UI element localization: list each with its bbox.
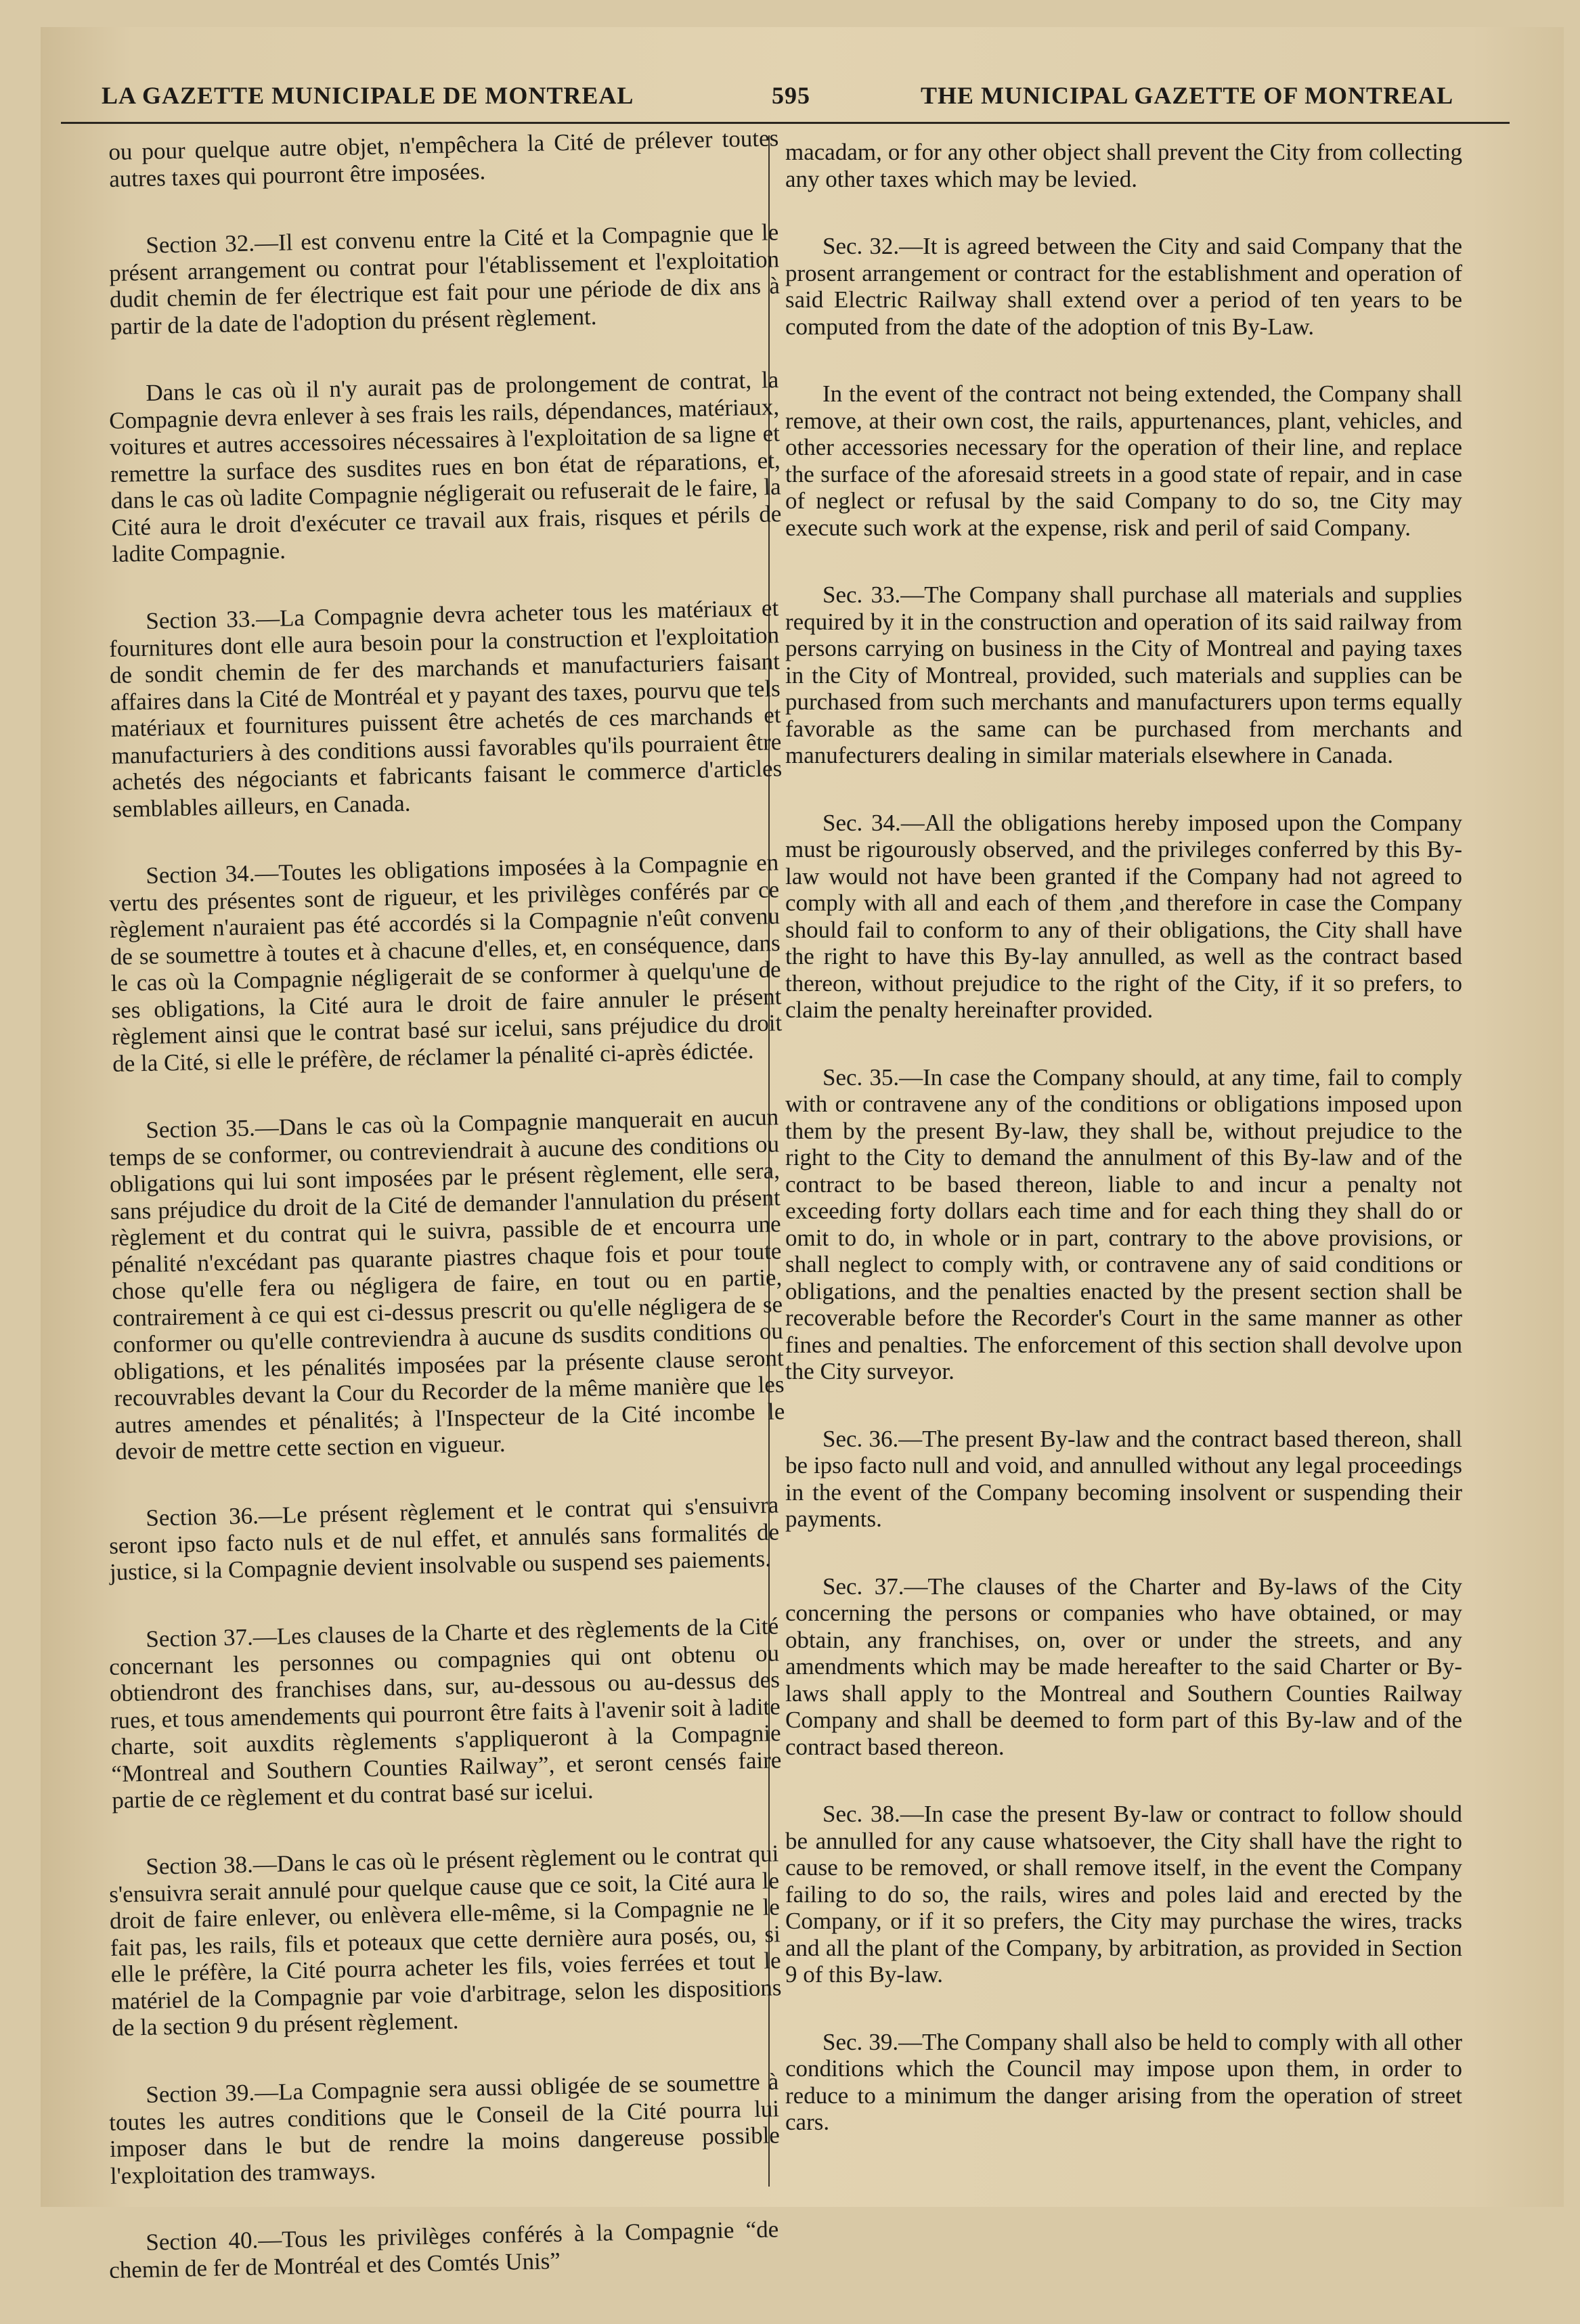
english-paragraph: Sec. 38.—In case the present By-law or contract to follow should be annulled for any cause whatsoever, the City shall have the right to cause to be removed, or shall remove itself, in the event the Company failing to do so, the rails, wires and poles laid and erected by the Company, or if it so prefers, the City may purchase the wires, tracks and all the plant of the Company, by arbitration, as provided in Section 9 of this By-law.	[785, 1801, 1462, 1988]
english-paragraph: Sec. 37.—The clauses of the Charter and By-laws of the City concerning the persons or companies who have obtained, or may obtain, any franchises, on, over or under the streets, and any amendments which may be made hereafter to the said Charter or By-laws shall apply to the Montreal and Southern Counties Railway Company and shall be deemed to form part of this By-law and of the contract based thereon.	[785, 1573, 1462, 1760]
english-paragraph: Sec. 34.—All the obligations hereby imposed upon the Company must be rigourously observed, and the privileges conferred by this By-law would not have been granted if the Company had not agreed to comply with all and each of them ,and therefore in case the Company should fail to conform to any of their obligations, the City shall have the right to have this By-lay annulled, as well as the contract based thereon, without prejudice to the right of the City, if it so prefers, to claim the penalty hereinafter provided.	[785, 809, 1462, 1023]
english-paragraph: macadam, or for any other object shall prevent the City from collecting any other taxes which may be levied.	[785, 139, 1462, 192]
french-paragraph: Section 36.—Le présent règlement et le contrat qui s'ensuivra seront ipso facto nuls et de nul effet, et annulés sans formalités de justice, si la Compagnie devient insolvable ou suspend ses paiements.	[108, 1491, 780, 1585]
french-paragraph: Section 34.—Toutes les obligations imposées à la Compagnie en vertu des présentes sont de rigueur, et les privilèges conférés par ce règlement n'auraient pas été accordés si la Compagnie n'eût convenu de se soumettre à toutes et à chacune d'elles, et, en conséquence, dans le cas où la Compagnie négligerait de se conformer à quelqu'une de ses obligations, la Cité aura le droit de faire annuler le présent règlement ainsi que le contrat basé sur icelui, sans préjudice du droit de la Cité, si elle le préfère, de réclamer la pénalité ci-après édictée.	[108, 848, 783, 1076]
french-paragraph: Dans le cas où il n'y aurait pas de prolongement de contrat, la Compagnie devra enlever à ses frais les rails, dépendances, matériaux, voitures et autres accessoires nécessaires à l'exploitation de sa ligne et remettre la surface des susdites rues en bon état de réparations, et, dans le cas où ladite Compagnie négligerait ou refuserait de le faire, la Cité aura le droit d'exécuter ce travail aux frais, risques et périls de ladite Compagnie.	[108, 366, 782, 567]
french-paragraph: ou pour quelque autre objet, n'empêchera la Cité de prélever toutes autres taxes qui pourront être imposées.	[108, 125, 779, 192]
english-paragraph: Sec. 33.—The Company shall purchase all materials and supplies required by it in the construction and operation of its said railway from persons carrying on business in the City of Montreal and paying taxes in the City of Montreal, provided, such materials and supplies can be purchased from such merchants and manufacturers upon terms equally favorable as the same can be purchased from merchants and manufecturers dealing in similar materials elsewhere in Canada.	[785, 582, 1462, 768]
english-paragraph: In the event of the contract not being extended, the Company shall remove, at their own cost, the rails, appurtenances, plant, vehicles, and other accessories necessary for the operation of their line, and replace the surface of the aforesaid streets in a good state of repair, and in case of neglect or refusal by the said Company to do so, tne City may execute such work at the expense, risk and peril of said Company.	[785, 380, 1462, 541]
french-gazette-title: LA GAZETTE MUNICIPALE DE MONTREAL	[102, 82, 634, 109]
english-paragraph: Sec. 39.—The Company shall also be held to comply with all other conditions which the Council may impose upon them, in order to reduce to a minimum the danger arising from the operation of street cars.	[785, 2028, 1462, 2135]
french-paragraph: Section 39.—La Compagnie sera aussi obligée de se soumettre à toutes les autres conditions que le Conseil de la Cité pourra lui imposer dans le but de rendre la moins dangereuse possible l'exploitation des tramways.	[108, 2067, 781, 2189]
english-paragraph: Sec. 32.—It is agreed between the City and said Company that the prosent arrangement or contract for the establishment and operation of said Electric Railway shall extend over a period of ten years to be computed from the date of the adoption of tnis By-Law.	[785, 233, 1462, 340]
english-column	[785, 139, 1462, 2176]
page-header	[61, 54, 1510, 124]
french-paragraph: Section 38.—Dans le cas où le présent règlement ou le contrat qui s'ensuivra serait annulé pour quelque cause que ce soit, la Cité aura le droit de faire enlever, ou enlèvera elle-même, si la Compagnie ne le fait pas, les rails, fils et poteaux que cette dernière aura posés, ou, si elle le préfère, la Cité pourra acheter les fils, voies ferrées et tout le matériel de la Compagnie par voie d'arbitrage, selon les dispositions de la section 9 du présent règlement.	[108, 1840, 782, 2041]
english-paragraph: Sec. 35.—In case the Company should, at any time, fail to comply with or contravene any of the conditions or obligations imposed upon them by the present By-law, they shall be, without prejudice to the right to the City to demand the annulment of this By-law and of the contract to be based thereon, liable to and incur a penalty not exceeding forty dollars each time and for each thing they shall do or omit to do, in whole or in part, contrary to the above provisions, or shall neglect to comply with, or contravene any of said conditions or obligations, and the penalties enacted by the present section shall be recoverable before the Recorder's Court in the same manner as other fines and penalties. The enforcement of this section shall devolve upon the City surveyor.	[785, 1064, 1462, 1384]
french-paragraph: Section 35.—Dans le cas où la Compagnie manquerait en aucun temps de se conformer, ou contreviendrait à aucune des conditions ou obligations qui lui sont imposées par le présent règlement, elle sera, sans préjudice du droit de la Cité de demander l'annulation du présent règlement et du contrat qui le suivra, passible de et encourra une pénalité n'excédant pas quarante piastres chaque fois et pour toute chose qu'elle fera ou négligera de faire, en tout ou en partie, contrairement à ce qui est ci-dessus prescrit ou qu'elle négligera de se conformer ou qu'elle contreviendra à aucune ds susdits conditions ou obligations, et les pénalités imposées par la présente clause seront recouvrables devant la Cour du Recorder de la même manière que les autres amendes et pénalités; à l'Inspecteur de la Cité incombe le devoir de mettre cette section en vigueur.	[108, 1103, 785, 1465]
french-paragraph: Section 40.—Tous les privilèges conférés à la Compagnie “de chemin de fer de Montréal et des Comtés Unis”	[108, 2215, 779, 2283]
page-number: 595	[772, 82, 810, 109]
english-paragraph: Sec. 36.—The present By-law and the contract based thereon, shall be ipso facto null and void, and annulled without any legal proceedings in the event of the Company becoming insolvent or suspending their payments.	[785, 1425, 1462, 1532]
french-paragraph: Section 37.—Les clauses de la Charte et des règlements de la Cité concernant les personnes ou compagnies qui ont obtenu ou obtiendront des franchises dans, sur, au-dessous ou au-dessus des rues, et tous amendements qui pourront être faits à l'avenir soit à ladite charte, soit auxdits règlements s'appliqueront à la Compagnie “Montreal and Southern Counties Railway”, et seront censés faire partie de ce règlement et du contrat basé sur icelui.	[108, 1612, 782, 1814]
french-paragraph: Section 32.—Il est convenu entre la Cité et la Compagnie que le présent arrangement ou contrat pour l'établissement et l'exploitation dudit chemin de fer électrique est fait pour une période de dix ans à partir de la date de l'adoption du présent règlement.	[108, 219, 781, 340]
french-column	[108, 125, 785, 2324]
english-gazette-title: THE MUNICIPAL GAZETTE OF MONTREAL	[921, 82, 1454, 109]
french-paragraph: Section 33.—La Compagnie devra acheter tous les matériaux et fournitures dont elle aura besoin pour la construction et l'exploitation de sondit chemin de fer des marchands et manufacturiers faisant affaires dans la Cité de Montréal et y payant des taxes, pourvu que tels matériaux et fournitures puissent être achetés de ces marchands et manufacturiers à des conditions aussi favorables qu'ils pourraient être achetés des négociants et fabricants faisant le commerce d'articles semblables ailleurs, en Canada.	[108, 594, 783, 822]
